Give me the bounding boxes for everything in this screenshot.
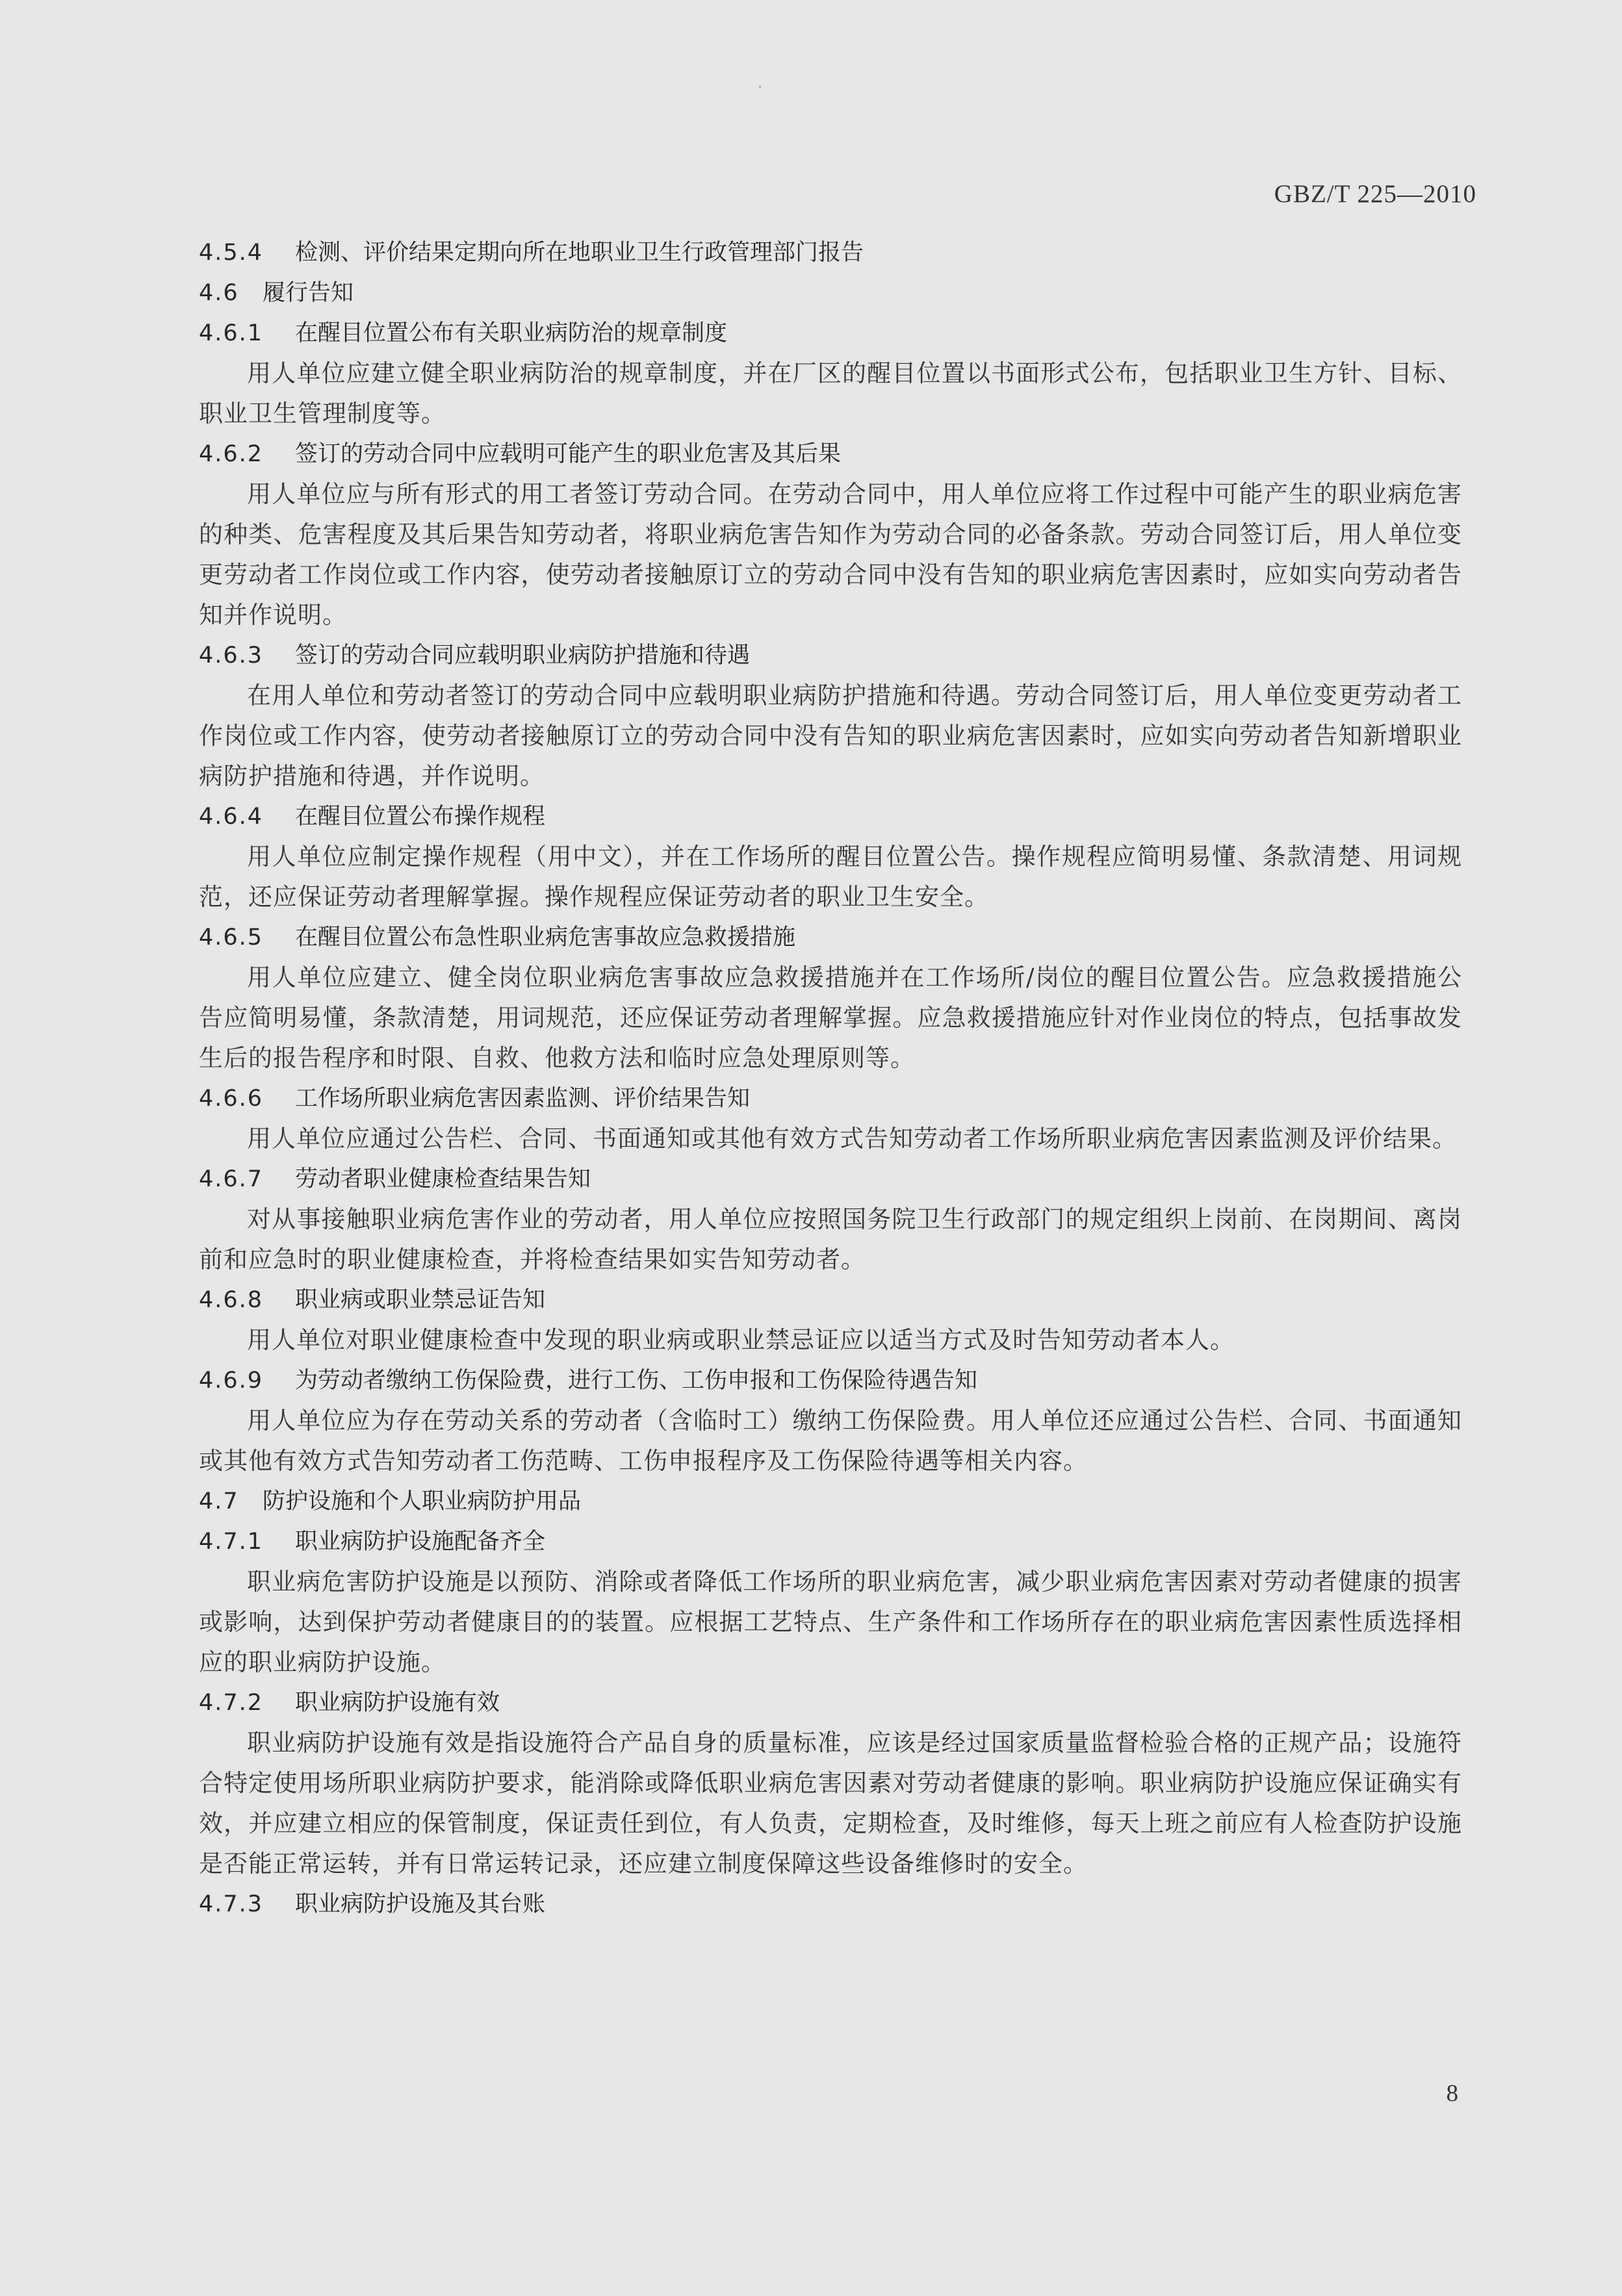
page-number: 8 bbox=[1446, 2080, 1458, 2107]
section-title: 为劳动者缴纳工伤保险费，进行工伤、工伤申报和工伤保险待遇告知 bbox=[295, 1368, 978, 1394]
body-paragraph: 对从事接触职业病危害作业的劳动者，用人单位应按照国务院卫生行政部门的规定组织上岗前、在岗期间、离岗前和应急时的职业健康检查，并将检查结果如实告知劳动者。 bbox=[199, 1205, 1462, 1273]
document-body bbox=[199, 233, 1462, 1924]
body-paragraph: 用人单位应与所有形式的用工者签订劳动合同。在劳动合同中，用人单位应将工作过程中可能产生的职业病危害的种类、危害程度及其后果告知劳动者，将职业病危害告知作为劳动合同的必备条款。劳动合同签订后，用人单位变更劳动者工作岗位或工作内容，使劳动者接触原订立的劳动合同中没有告知的职业病危害因素时，应如实向劳动者告知并作说明。 bbox=[199, 480, 1462, 629]
section-number: 4.6.7 bbox=[199, 1166, 264, 1192]
document-standard-id: GBZ/T 225—2010 bbox=[1274, 180, 1476, 208]
subsection-heading bbox=[199, 1884, 1462, 1924]
subsection-heading bbox=[199, 434, 1462, 474]
subsection-heading bbox=[199, 797, 1462, 837]
subsection-heading bbox=[199, 1683, 1462, 1723]
body-paragraph: 用人单位应制定操作规程（用中文），并在工作场所的醒目位置公告。操作规程应简明易懂、条款清楚、用词规范，还应保证劳动者理解掌握。操作规程应保证劳动者的职业卫生安全。 bbox=[199, 843, 1462, 911]
section-heading bbox=[199, 1481, 1462, 1522]
section-title: 职业病防护设施有效 bbox=[295, 1690, 500, 1716]
section-title: 签订的劳动合同中应载明可能产生的职业危害及其后果 bbox=[295, 441, 842, 467]
section-number: 4.6.6 bbox=[199, 1086, 264, 1112]
section-number: 4.6.2 bbox=[199, 441, 264, 467]
section-title: 在醒目位置公布操作规程 bbox=[295, 804, 546, 830]
scan-speck bbox=[759, 86, 761, 88]
body-paragraph: 用人单位应为存在劳动关系的劳动者（含临时工）缴纳工伤保险费。用人单位还应通过公告栏、合同、书面通知或其他有效方式告知劳动者工伤范畴、工伤申报程序及工伤保险待遇等相关内容。 bbox=[199, 1407, 1462, 1475]
section-title: 职业病或职业禁忌证告知 bbox=[295, 1287, 546, 1313]
subsection-heading bbox=[199, 917, 1462, 958]
section-number: 4.6 bbox=[199, 280, 239, 306]
section-number: 4.7.2 bbox=[199, 1690, 264, 1716]
body-paragraph: 用人单位应建立、健全岗位职业病危害事故应急救援措施并在工作场所/岗位的醒目位置公告。应急救援措施公告应简明易懂，条款清楚，用词规范，还应保证劳动者理解掌握。应急救援措施应针对作业岗位的特点，包括事故发生后的报告程序和时限、自救、他救方法和临时应急处理原则等。 bbox=[199, 963, 1462, 1072]
section-number: 4.7.3 bbox=[199, 1891, 264, 1917]
section-title: 在醒目位置公布有关职业病防治的规章制度 bbox=[295, 320, 728, 346]
section-number: 4.6.8 bbox=[199, 1287, 264, 1313]
subsection-heading bbox=[199, 1360, 1462, 1401]
section-title: 劳动者职业健康检查结果告知 bbox=[295, 1166, 591, 1192]
section-number: 4.6.1 bbox=[199, 320, 264, 346]
section-title: 工作场所职业病危害因素监测、评价结果告知 bbox=[295, 1086, 751, 1112]
section-number: 4.7.1 bbox=[199, 1529, 264, 1555]
body-paragraph: 在用人单位和劳动者签订的劳动合同中应载明职业病防护措施和待遇。劳动合同签订后，用人单位变更劳动者工作岗位或工作内容，使劳动者接触原订立的劳动合同中没有告知的职业病危害因素时，应如实向劳动者告知新增职业病防护措施和待遇，并作说明。 bbox=[199, 682, 1462, 790]
body-paragraph: 用人单位应建立健全职业病防治的规章制度，并在厂区的醒目位置以书面形式公布，包括职业卫生方针、目标、职业卫生管理制度等。 bbox=[199, 359, 1462, 427]
subsection-heading bbox=[199, 635, 1462, 676]
section-number: 4.7 bbox=[199, 1488, 239, 1514]
section-number: 4.6.4 bbox=[199, 804, 264, 830]
section-title: 职业病防护设施及其台账 bbox=[295, 1891, 546, 1917]
section-title: 防护设施和个人职业病防护用品 bbox=[263, 1488, 582, 1514]
subsection-heading bbox=[199, 1522, 1462, 1562]
section-title: 在醒目位置公布急性职业病危害事故应急救援措施 bbox=[295, 925, 796, 950]
body-paragraph: 职业病危害防护设施是以预防、消除或者降低工作场所的职业病危害，减少职业病危害因素对劳动者健康的损害或影响，达到保护劳动者健康目的的装置。应根据工艺特点、生产条件和工作场所存在的职业病危害因素性质选择相应的职业病防护设施。 bbox=[199, 1568, 1462, 1676]
body-paragraph: 用人单位应通过公告栏、合同、书面通知或其他有效方式告知劳动者工作场所职业病危害因素监测及评价结果。 bbox=[247, 1125, 1457, 1153]
section-title: 检测、评价结果定期向所在地职业卫生行政管理部门报告 bbox=[295, 240, 864, 266]
subsection-heading bbox=[199, 313, 1462, 353]
body-paragraph: 用人单位对职业健康检查中发现的职业病或职业禁忌证应以适当方式及时告知劳动者本人。 bbox=[247, 1326, 1235, 1354]
section-number: 4.6.9 bbox=[199, 1368, 264, 1394]
subsection-heading bbox=[199, 1159, 1462, 1199]
subsection-heading bbox=[199, 233, 1462, 273]
subsection-heading bbox=[199, 1078, 1462, 1119]
section-number: 4.6.3 bbox=[199, 643, 264, 669]
section-title: 履行告知 bbox=[263, 280, 354, 306]
section-number: 4.6.5 bbox=[199, 925, 264, 950]
subsection-heading bbox=[199, 1280, 1462, 1320]
body-paragraph: 职业病防护设施有效是指设施符合产品自身的质量标准，应该是经过国家质量监督检验合格的正规产品；设施符合特定使用场所职业病防护要求，能消除或降低职业病危害因素对劳动者健康的影响。职业病防护设施应保证确实有效，并应建立相应的保管制度，保证责任到位，有人负责，定期检查，及时维修，每天上班之前应有人检查防护设施是否能正常运转，并有日常运转记录，还应建立制度保障这些设备维修时的安全。 bbox=[199, 1729, 1462, 1878]
section-number: 4.5.4 bbox=[199, 240, 264, 266]
section-title: 签订的劳动合同应载明职业病防护措施和待遇 bbox=[295, 643, 751, 669]
section-title: 职业病防护设施配备齐全 bbox=[295, 1529, 546, 1555]
section-heading bbox=[199, 273, 1462, 313]
